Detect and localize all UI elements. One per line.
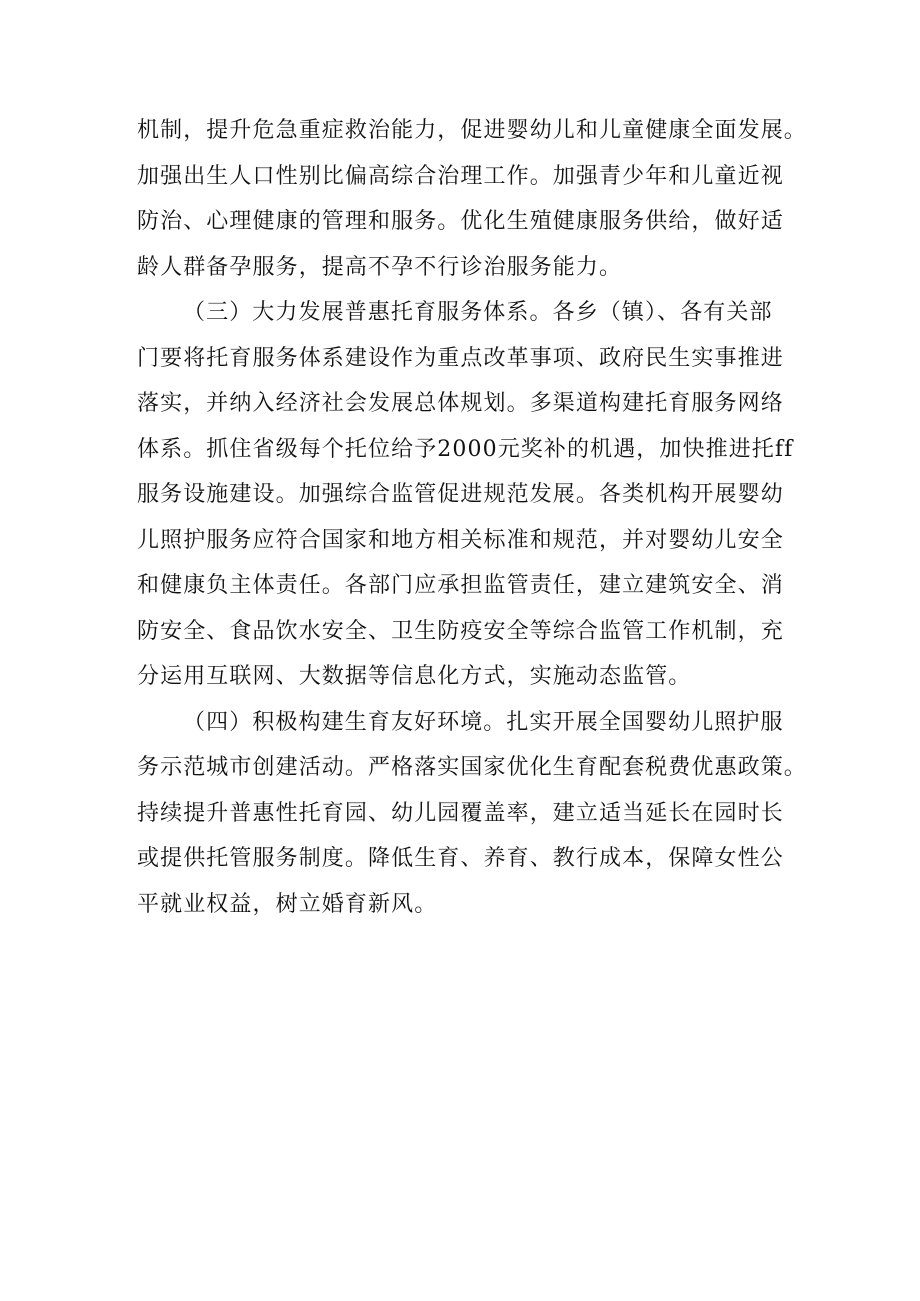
text-line: 龄人群备孕服务，提高不孕不行诊治服务能力。	[137, 254, 623, 280]
text-line: 或提供托管服务制度。降低生育、养育、教行成本，保障女性公	[137, 846, 784, 871]
document-body	[137, 108, 807, 927]
text-line: 平就业权益，树立婚育新风。	[137, 891, 438, 917]
text-line: 门要将托育服务体系建设作为重点改革事项、政府民生实事推进	[137, 345, 784, 371]
text-line: 分运用互联网、大数据等信息化方式，实施动态监管。	[137, 664, 692, 689]
text-line: 儿照护服务应符合国家和地方相关标准和规范，并对婴幼儿安全	[137, 527, 784, 553]
text-line: 和健康负主体责任。各部门应承担监管责任，建立建筑安全、消	[137, 573, 784, 598]
text-line: 持续提升普惠性托育园、幼儿园覆盖率，建立适当延长在园时长	[137, 800, 784, 826]
text-line: 务示范城市创建活动。严格落实国家优化生育配套税费优惠政策。	[137, 755, 807, 780]
section-heading-line: （四）积极构建生育友好环境。扎实开展全国婴幼儿照护服	[183, 709, 784, 735]
text-line: 落实，并纳入经济社会发展总体规划。多渠道构建托育服务网络	[137, 391, 784, 416]
text-line: 服务设施建设。加强综合监管促进规范发展。各类机构开展婴幼	[137, 482, 784, 507]
section-heading-line: （三）大力发展普惠托育服务体系。各乡（镇）、各有关部	[183, 300, 773, 325]
text-line: 机制，提升危急重症救治能力，促进婴幼儿和儿童健康全面发展。	[137, 118, 807, 143]
text-line: 防治、心理健康的管理和服务。优化生殖健康服务供给，做好适	[137, 209, 784, 234]
text-line: 加强出生人口性别比偏高综合治理工作。加强青少年和儿童近视	[137, 163, 784, 189]
text-line: 体系。抓住省级每个托位给予2000元奖补的机遇，加快推进托ff	[137, 436, 794, 462]
text-line: 防安全、食品饮水安全、卫生防疫安全等综合监管工作机制，充	[137, 618, 784, 644]
